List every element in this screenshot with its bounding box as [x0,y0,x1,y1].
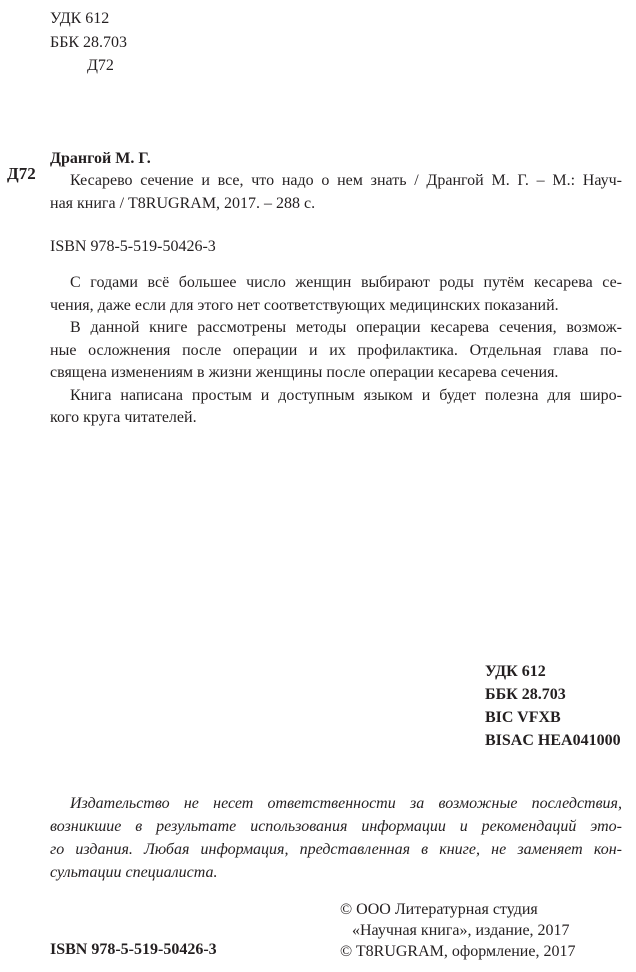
author-mark: Д72 [87,57,114,74]
class-udk: УДК 612 [485,663,546,680]
abstract-line: Книга написана простым и доступным языком и будет полезна для широ- [70,386,622,404]
class-bisac: BISAC HEA041000 [485,732,621,749]
disclaimer [50,792,622,884]
description-line: ная книга / T8RUGRAM, 2017. – 288 с. [50,194,316,212]
copyright-line: © T8RUGRAM, оформление, 2017 [340,943,576,960]
abstract-line: В данной книге рассмотрены методы операции кесарева сечения, возмож- [70,319,622,336]
copyright-line: © ООО Литературная студия [340,901,538,918]
book-author: Дрангой М. Г. [50,150,151,167]
footer-isbn: ISBN 978-5-519-50426-3 [50,941,217,958]
class-bic: BIC VFXB [485,709,561,726]
disclaimer-line: го издания. Любая информация, представленная в книге, не заменяет кон- [50,841,622,858]
side-author-mark: Д72 [7,164,36,183]
disclaimer-line: Издательство не несет ответственности за возможные последствия, [70,795,622,812]
abstract-line: С годами всё большее число женщин выбирают роды путём кесарева се- [70,274,622,291]
abstract-line: чения, даже если для этого нет соответствующих медицинских показаний. [50,296,559,314]
udk-code: УДК 612 [50,10,110,27]
disclaimer-line: возникшие в результате использования информации и рекомендаций это- [50,818,622,835]
abstract-line: священа изменениям в жизни женщины после операции кесарева сечения. [50,364,559,381]
description-line: Кесарево сечение и все, что надо о нем знать / Дрангой М. Г. – М.: Науч- [70,172,622,189]
abstract-line: ные осложнения после операции и их профилактика. Отдельная глава по- [50,341,622,359]
bbk-code: ББК 28.703 [50,34,128,51]
disclaimer-line: сультации специалиста. [50,864,218,881]
book-description [50,170,622,215]
abstract [50,272,622,430]
abstract-line: кого круга читателей. [50,409,197,426]
class-bbk: ББК 28.703 [485,686,566,703]
isbn-card: ISBN 978-5-519-50426-3 [50,238,216,255]
copyright-line: «Научная книга», издание, 2017 [352,922,570,939]
